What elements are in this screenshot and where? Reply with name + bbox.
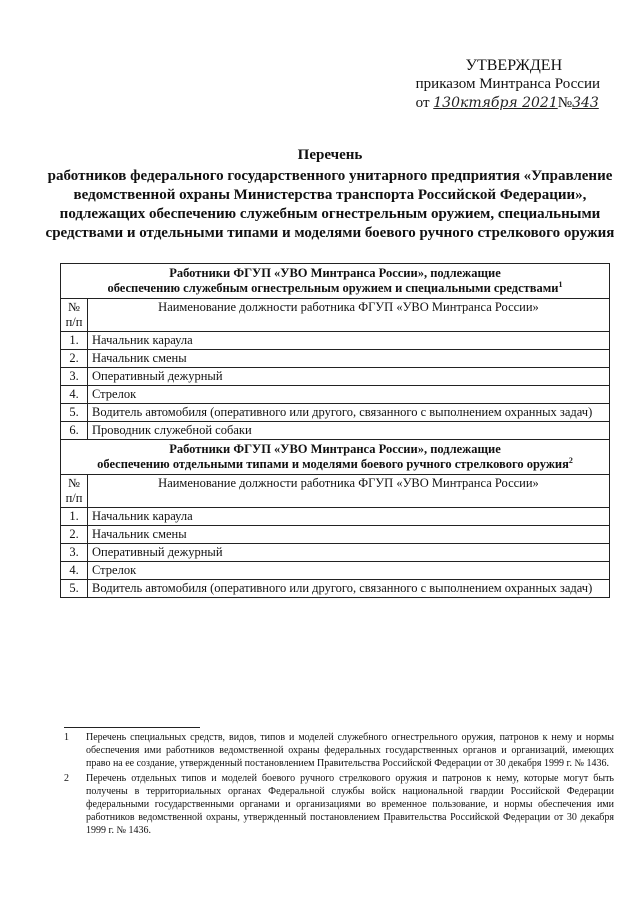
section2-header-row (61, 475, 610, 508)
row-position: Стрелок (88, 562, 610, 580)
section2-title-line2 (65, 457, 605, 472)
row-number: 3. (61, 368, 88, 386)
number-prefix: № (557, 95, 573, 111)
footnote-number: 1 (64, 732, 69, 743)
table-row (61, 422, 610, 440)
section2-col-num: № п/п (61, 475, 88, 508)
footnote-divider (64, 727, 200, 728)
table-row (61, 404, 610, 422)
row-number: 5. (61, 404, 88, 422)
row-number: 1. (61, 332, 88, 350)
table-row (61, 526, 610, 544)
section1-footnote-mark: 1 (558, 279, 563, 289)
date-prefix: от (415, 95, 430, 111)
approval-block (416, 56, 600, 113)
section1-title (61, 264, 610, 299)
row-number: 2. (61, 526, 88, 544)
section2-title-line1: Работники ФГУП «УВО Минтранса России», подлежащие (169, 442, 501, 456)
row-position: Водитель автомобиля (оперативного или другого, связанного с выполнением охранных задач) (88, 580, 610, 598)
row-position: Проводник служебной собаки (88, 422, 610, 440)
table-row (61, 544, 610, 562)
row-number: 5. (61, 580, 88, 598)
table-row (61, 580, 610, 598)
section1-col-name: Наименование должности работника ФГУП «УВО Минтранса России» (88, 299, 610, 332)
row-number: 1. (61, 508, 88, 526)
row-number: 3. (61, 544, 88, 562)
row-position: Оперативный дежурный (88, 544, 610, 562)
table-row (61, 350, 610, 368)
table-row (61, 386, 610, 404)
positions-table (60, 263, 610, 598)
section1-header-row (61, 299, 610, 332)
row-number: 4. (61, 562, 88, 580)
table-row (61, 562, 610, 580)
handwritten-number: 343 (572, 95, 599, 111)
row-number: 2. (61, 350, 88, 368)
section2-title (61, 440, 610, 475)
row-position: Водитель автомобиля (оперативного или другого, связанного с выполнением охранных задач) (88, 404, 610, 422)
approval-date-line (416, 94, 600, 113)
footnote-text: Перечень специальных средств, видов, типов и моделей служебного огнестрельного оружия, патронов к нему и нормы обеспечения ими работников ведомственной охраны федеральных государственных органов и организаций, имеющих право на ее создание, утвержденный постановлением Правительства Российской Федерации от 30 декабря 1999 г. № 1436. (86, 732, 614, 769)
footnotes (64, 731, 614, 839)
section2-footnote-mark: 2 (568, 455, 573, 465)
row-position: Начальник смены (88, 350, 610, 368)
section2-title-line2-text: обеспечению отдельными типами и моделями боевого ручного стрелкового оружия (97, 457, 569, 471)
section2-title-row (61, 440, 610, 475)
footnote-number: 2 (64, 773, 69, 784)
section1-title-line2 (65, 281, 605, 296)
document-title (40, 146, 620, 243)
approval-order-line: приказом Минтранса России (415, 76, 600, 92)
row-position: Начальник караула (88, 508, 610, 526)
handwritten-date: 130ктября 2021 (433, 95, 558, 111)
table-row (61, 368, 610, 386)
row-number: 4. (61, 386, 88, 404)
row-position: Стрелок (88, 386, 610, 404)
row-number: 6. (61, 422, 88, 440)
footnote-text: Перечень отдельных типов и моделей боевого ручного стрелкового оружия и патронов к нему, которые могут быть получены в территориальных органах Федеральной службы войск национальной гвардии Российской Федерации федеральными государственными органами и организациями во временное пользование, и нормы обеспечения ими работников ведомственной охраны, утвержденный постановлением Правительства Российской Федерации от 30 декабря 1999 г. № 1436. (86, 773, 614, 836)
table-row (61, 332, 610, 350)
section1-title-line2-text: обеспечению служебным огнестрельным оружием и специальными средствами (107, 281, 559, 295)
section1-title-line1: Работники ФГУП «УВО Минтранса России», подлежащие (169, 266, 501, 280)
section1-title-row (61, 264, 610, 299)
row-position: Начальник караула (88, 332, 610, 350)
row-position: Оперативный дежурный (88, 368, 610, 386)
row-position: Начальник смены (88, 526, 610, 544)
footnote-item (64, 772, 614, 837)
approval-heading: УТВЕРЖДЕН (465, 57, 563, 74)
title-heading: Перечень (297, 147, 363, 163)
section1-col-num: № п/п (61, 299, 88, 332)
title-body: работников федерального государственного унитарного предприятия «Управление ведомственной охраны Министерства транспорта Российской Федерации», подлежащих обеспечению служебным огнестрельным оружием, специальными средствами и отдельными типами и моделями боевого ручного стрелкового оружия (45, 168, 615, 241)
section2-col-name: Наименование должности работника ФГУП «УВО Минтранса России» (88, 475, 610, 508)
table-row (61, 508, 610, 526)
footnote-item (64, 731, 614, 770)
